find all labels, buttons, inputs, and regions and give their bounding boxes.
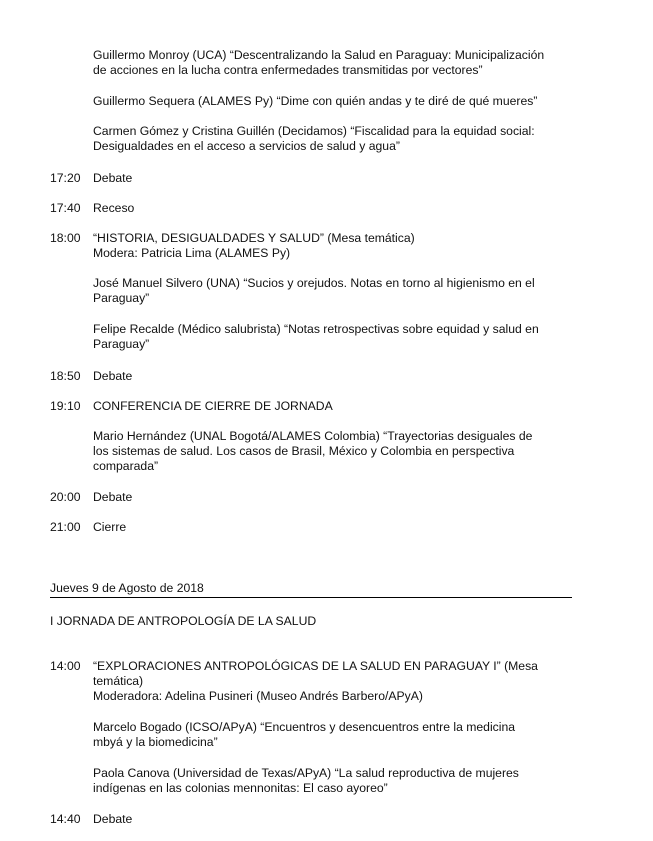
schedule-time: 20:00: [50, 490, 81, 504]
entry-line: Debate: [93, 369, 133, 383]
schedule-entry: [93, 520, 573, 535]
entry-line: Moderadora: Adelina Pusineri (Museo Andrés Barbero/APyA): [93, 689, 423, 703]
schedule-entry: [93, 369, 573, 384]
entry-line: “HISTORIA, DESIGUALDADES Y SALUD” (Mesa temática): [93, 231, 415, 245]
section-divider: [50, 597, 572, 598]
schedule-entry: [93, 429, 573, 474]
schedule-time: 14:40: [50, 812, 81, 826]
entry-line: CONFERENCIA DE CIERRE DE JORNADA: [93, 399, 333, 413]
entry-line: Guillermo Monroy (UCA) “Descentralizando la Salud en Paraguay: Municipalización: [93, 48, 545, 62]
schedule-time: 18:00: [50, 231, 81, 245]
entry-line: temática): [93, 674, 144, 688]
schedule-entry: [93, 201, 573, 216]
schedule-time: 18:50: [50, 369, 81, 383]
schedule-entry: [93, 276, 573, 306]
schedule-entry: [93, 812, 573, 827]
entry-line: Carmen Gómez y Cristina Guillén (Decidamos) “Fiscalidad para la equidad social:: [93, 124, 535, 138]
schedule-time: 17:20: [50, 171, 81, 185]
entry-line: Paraguay”: [93, 291, 150, 305]
schedule-entry: [93, 766, 573, 796]
entry-line: Cierre: [93, 520, 127, 534]
entry-line: los sistemas de salud. Los casos de Brasil, México y Colombia en perspectiva: [93, 444, 515, 458]
entry-line: Debate: [93, 812, 133, 826]
schedule-entry: [93, 231, 573, 261]
schedule-entry: [93, 399, 573, 414]
entry-line: Mario Hernández (UNAL Bogotá/ALAMES Colombia) “Trayectorias desiguales de: [93, 429, 533, 443]
entry-line: Desigualdades en el acceso a servicios de salud y agua”: [93, 139, 400, 153]
schedule-entry: [93, 124, 573, 154]
entry-line: Debate: [93, 490, 133, 504]
entry-line: Debate: [93, 171, 133, 185]
entry-line: Modera: Patricia Lima (ALAMES Py): [93, 246, 291, 260]
entry-line: Marcelo Bogado (ICSO/APyA) “Encuentros y desencuentros entre la medicina: [93, 720, 516, 734]
schedule-entry: [93, 720, 573, 750]
entry-line: indígenas en las colonias mennonitas: El caso ayoreo”: [93, 781, 388, 795]
entry-line: José Manuel Silvero (UNA) “Sucios y orejudos. Notas en torno al higienismo en el: [93, 276, 535, 290]
schedule-entry: [93, 322, 573, 352]
entry-line: comparada”: [93, 459, 159, 473]
schedule-time: 14:00: [50, 659, 81, 673]
entry-line: Paraguay”: [93, 337, 150, 351]
entry-line: “EXPLORACIONES ANTROPOLÓGICAS DE LA SALUD EN PARAGUAY I” (Mesa: [93, 659, 538, 673]
schedule-time: 21:00: [50, 520, 81, 534]
schedule-entry: [93, 171, 573, 186]
section-title: I JORNADA DE ANTROPOLOGÍA DE LA SALUD: [50, 614, 317, 628]
schedule-time: 19:10: [50, 399, 81, 413]
entry-line: Guillermo Sequera (ALAMES Py) “Dime con quién andas y te diré de qué mueres”: [93, 94, 538, 108]
schedule-entry: [93, 490, 573, 505]
entry-line: mbyá y la biomedicina”: [93, 735, 218, 749]
entry-line: Paola Canova (Universidad de Texas/APyA) “La salud reproductiva de mujeres: [93, 766, 519, 780]
schedule-time: 17:40: [50, 201, 81, 215]
entry-line: Receso: [93, 201, 135, 215]
entry-line: de acciones en la lucha contra enfermedades transmitidas por vectores”: [93, 63, 483, 77]
schedule-entry: [93, 659, 573, 704]
schedule-entry: [93, 48, 573, 78]
schedule-entry: [93, 94, 573, 109]
entry-line: Felipe Recalde (Médico salubrista) “Notas retrospectivas sobre equidad y salud en: [93, 322, 539, 336]
section-date: Jueves 9 de Agosto de 2018: [50, 581, 204, 595]
